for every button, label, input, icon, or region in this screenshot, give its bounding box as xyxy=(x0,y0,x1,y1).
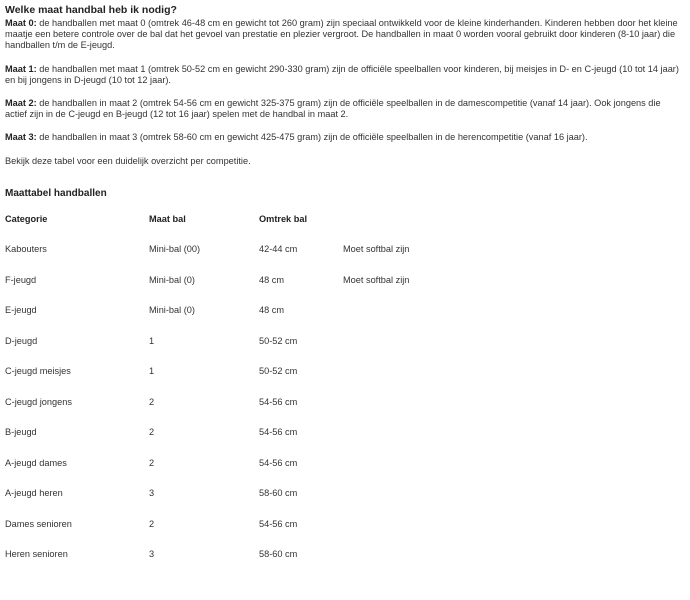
cell-maat-bal: 2 xyxy=(149,396,155,407)
paragraph-text: de handballen met maat 1 (omtrek 50-52 cm en gewicht 290-330 gram) zijn de officiële speelballen voor kinderen, bij meisjes in D- en C-jeugd (10 tot 14 jaar) en bij jongens in D-jeugd (10 tot 12 jaar). xyxy=(5,63,679,85)
paragraph-text: de handballen in maat 2 (omtrek 54-56 cm en gewicht 325-375 gram) zijn de officiële speelballen in de damescompetitie (vanaf 14 jaar). Ook jongens die actief zijn in de C-jeugd en B-jeugd (12 tot 16 jaar) spelen met de handbal in maat 2. xyxy=(5,98,661,120)
size-table xyxy=(5,214,463,580)
paragraph-lead: Maat 0: xyxy=(5,18,37,28)
cell-omtrek-bal: 54-56 cm xyxy=(259,518,298,529)
cell-omtrek-bal: 42-44 cm xyxy=(259,244,298,255)
cell-categorie: A-jeugd dames xyxy=(5,457,67,468)
cell-categorie: Heren senioren xyxy=(5,549,68,560)
table-row xyxy=(5,549,463,580)
paragraph-outro: Bekijk deze tabel voor een duidelijk overzicht per competitie. xyxy=(5,155,251,166)
table-row xyxy=(5,488,463,519)
cell-categorie: F-jeugd xyxy=(5,274,37,285)
paragraph-lead: Maat 3: xyxy=(5,132,37,143)
table-row xyxy=(5,244,463,275)
cell-omtrek-bal: 54-56 cm xyxy=(259,457,298,468)
cell-maat-bal: Mini-bal (00) xyxy=(149,244,201,255)
cell-maat-bal: 3 xyxy=(149,488,155,499)
paragraph-lead: Maat 2: xyxy=(5,98,37,109)
cell-maat-bal: 2 xyxy=(149,427,155,438)
header-categorie: Categorie xyxy=(5,213,48,224)
cell-opmerking xyxy=(343,397,463,428)
table-row xyxy=(5,305,463,336)
table-row xyxy=(5,366,463,397)
table-row xyxy=(5,275,463,306)
cell-maat-bal: 1 xyxy=(149,335,155,346)
cell-maat-bal: 1 xyxy=(149,366,155,377)
cell-categorie: Kabouters xyxy=(5,244,47,255)
cell-omtrek-bal: 58-60 cm xyxy=(259,549,298,560)
cell-maat-bal: 2 xyxy=(149,457,155,468)
cell-categorie: C-jeugd meisjes xyxy=(5,366,71,377)
cell-omtrek-bal: 48 cm xyxy=(259,274,285,285)
paragraph-maat-1 xyxy=(5,64,680,86)
cell-omtrek-bal: 50-52 cm xyxy=(259,335,298,346)
table-row xyxy=(5,397,463,428)
table-title: Maattabel handballen xyxy=(5,187,107,199)
page-title: Welke maat handbal heb ik nodig? xyxy=(5,4,177,16)
cell-categorie: E-jeugd xyxy=(5,305,37,316)
cell-opmerking xyxy=(343,488,463,519)
paragraph-maat-2 xyxy=(5,98,680,120)
cell-opmerking: Moet softbal zijn xyxy=(343,274,410,285)
cell-opmerking xyxy=(343,305,463,336)
cell-categorie: Dames senioren xyxy=(5,518,72,529)
cell-maat-bal: Mini-bal (0) xyxy=(149,274,195,285)
cell-categorie: B-jeugd xyxy=(5,427,37,438)
table-header-row xyxy=(5,214,463,245)
paragraph-text: de handballen in maat 3 (omtrek 58-60 cm en gewicht 425-475 gram) zijn de officiële speelballen in de herencompetitie (vanaf 16 jaar). xyxy=(36,132,588,143)
cell-opmerking xyxy=(343,427,463,458)
cell-opmerking xyxy=(343,336,463,367)
table-row xyxy=(5,336,463,367)
cell-opmerking xyxy=(343,549,463,580)
cell-opmerking xyxy=(343,458,463,489)
cell-omtrek-bal: 48 cm xyxy=(259,305,285,316)
cell-omtrek-bal: 54-56 cm xyxy=(259,427,298,438)
cell-categorie: D-jeugd xyxy=(5,335,38,346)
cell-omtrek-bal: 50-52 cm xyxy=(259,366,298,377)
paragraph-maat-3 xyxy=(5,132,680,143)
cell-maat-bal: Mini-bal (0) xyxy=(149,305,195,316)
header-maat-bal: Maat bal xyxy=(149,213,186,224)
paragraph-lead: Maat 1: xyxy=(5,63,37,74)
header-opmerking xyxy=(343,214,463,245)
table-row xyxy=(5,519,463,550)
cell-opmerking: Moet softbal zijn xyxy=(343,244,410,255)
cell-opmerking xyxy=(343,366,463,397)
header-omtrek-bal: Omtrek bal xyxy=(259,213,307,224)
cell-maat-bal: 3 xyxy=(149,549,155,560)
paragraph-text: de handballen met maat 0 (omtrek 46-48 cm en gewicht tot 260 gram) zijn speciaal ontwikkeld voor de kleine kinderhanden. Kinderen hebben door het kleine maatje een betere controle over de bal dat het gevoel van prestatie en plezier vergroot. De handballen in maat 0 worden vooral gebruikt door kinderen (8-10 jaar) die handballen t/m de E-jeugd. xyxy=(5,18,678,51)
table-row xyxy=(5,458,463,489)
table-row xyxy=(5,427,463,458)
cell-categorie: A-jeugd heren xyxy=(5,488,63,499)
cell-omtrek-bal: 54-56 cm xyxy=(259,396,298,407)
cell-opmerking xyxy=(343,519,463,550)
cell-omtrek-bal: 58-60 cm xyxy=(259,488,298,499)
paragraph-maat-0 xyxy=(5,18,680,52)
cell-categorie: C-jeugd jongens xyxy=(5,396,72,407)
cell-maat-bal: 2 xyxy=(149,518,155,529)
